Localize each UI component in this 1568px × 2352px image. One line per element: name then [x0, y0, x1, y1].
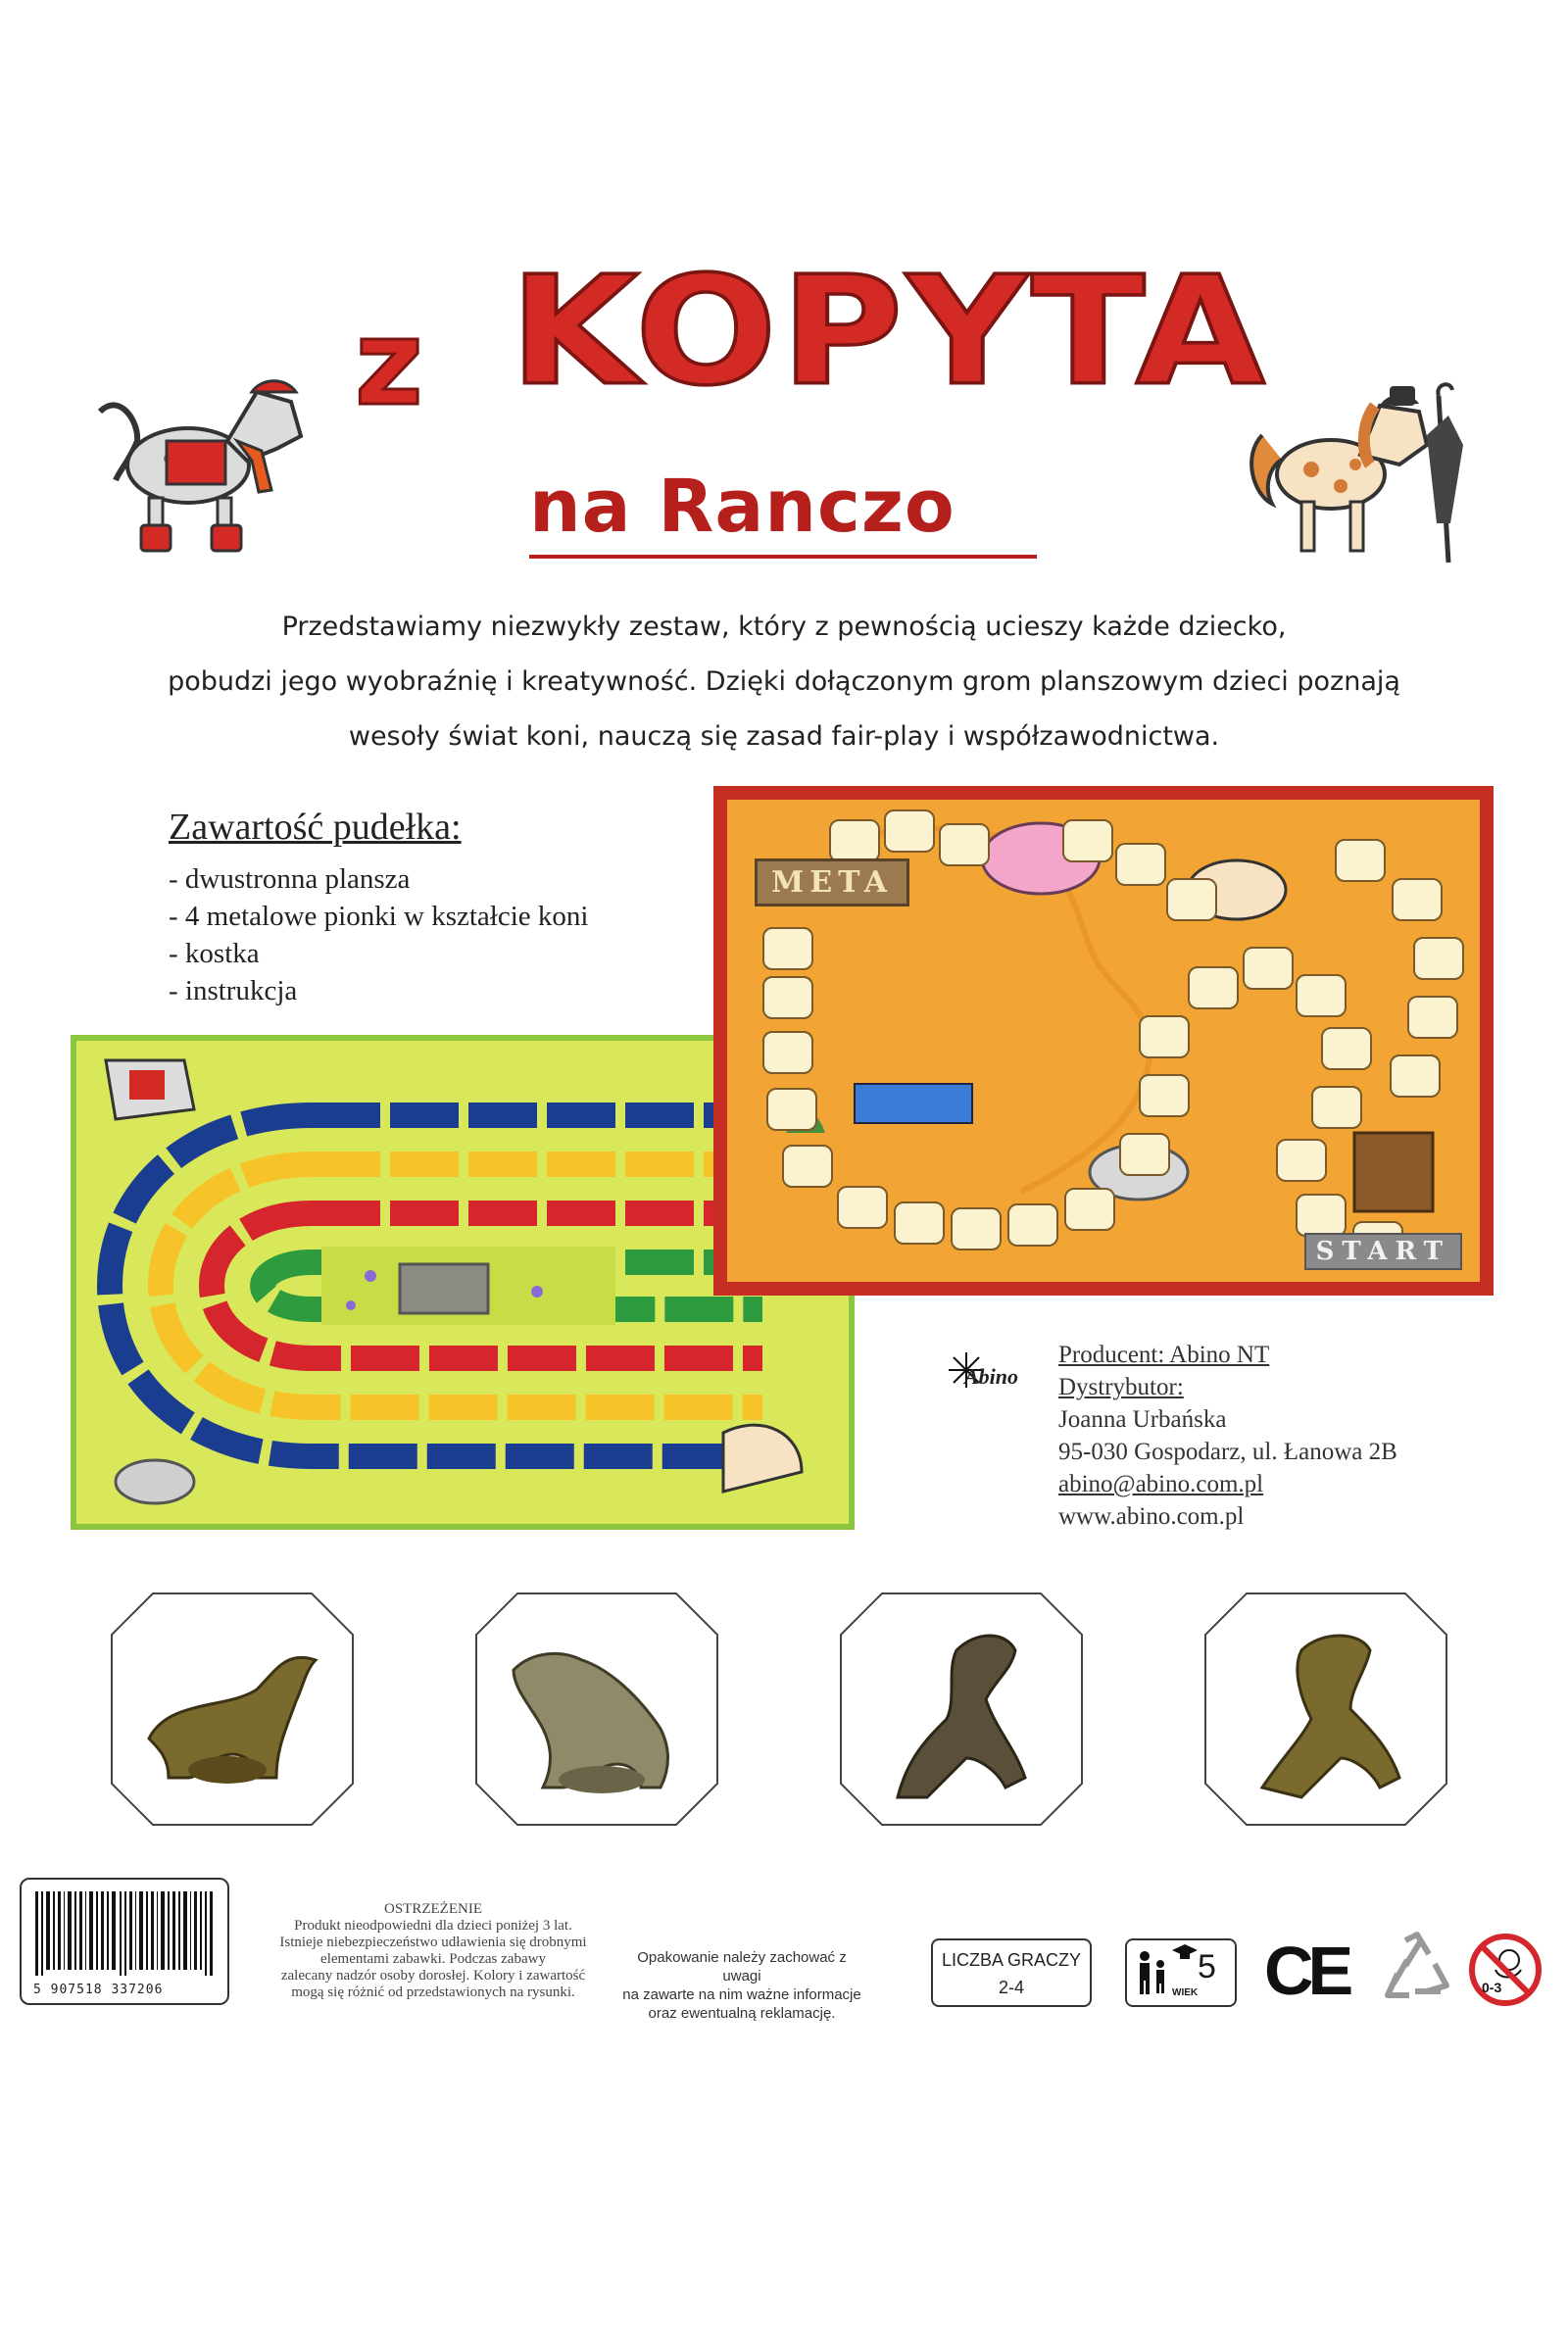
list-item: - kostka	[169, 938, 260, 969]
pony-umbrella-icon	[1243, 376, 1468, 572]
not-for-age-label: 0-3	[1482, 1980, 1502, 1995]
ce-mark: CE	[1264, 1933, 1348, 2009]
keep-line: Opakowanie należy zachować z uwagi	[637, 1949, 847, 1984]
warning-line: zalecany nadzór osoby dorosłej. Kolory i zawartość	[280, 1968, 586, 1984]
barcode	[20, 1878, 229, 2005]
warning-line: elementami zabawki. Podczas zabawy	[320, 1951, 546, 1967]
producer-line: Producent: Abino NT	[1058, 1342, 1270, 1368]
distributor-email-link[interactable]: abino@abino.com.pl	[1058, 1471, 1264, 1497]
list-item: - 4 metalowe pionki w kształcie koni	[169, 901, 589, 932]
graduation-cap-icon	[1172, 1944, 1198, 1960]
warning-line: mogą się różnić od przedstawionych na rysunki.	[291, 1984, 575, 2000]
recycle-icon	[1376, 1931, 1458, 2007]
distributor-name: Joanna Urbańska	[1058, 1406, 1227, 1433]
pawn-frame-1	[110, 1592, 355, 1827]
list-item: - instrukcja	[169, 975, 298, 1006]
abino-logo: Abino	[964, 1364, 1019, 1389]
keep-line: oraz ewentualną reklamację.	[648, 2005, 836, 2022]
keep-line: na zawarte na nim ważne informacje	[622, 1986, 861, 2003]
warning-line: Istnieje niebezpieczeństwo udławienia się drobnymi	[279, 1935, 587, 1950]
intro-line: wesoły świat koni, nauczą się zasad fair-play i współzawodnictwa.	[348, 721, 1220, 752]
no-under-3-icon	[1466, 1931, 1544, 2009]
players-value: 2-4	[998, 1978, 1024, 1997]
title-prefix: z	[355, 296, 425, 432]
intro-line: pobudzi jego wyobraźnię i kreatywność. Dzięki dołączonym grom planszowym dzieci poznają	[168, 666, 1400, 697]
ranch-board-field	[727, 800, 1480, 1282]
barcode-icon	[35, 1891, 218, 1976]
start-sign: START	[1304, 1233, 1462, 1270]
distributor-website-link[interactable]: www.abino.com.pl	[1058, 1503, 1245, 1530]
warning-line: Produkt nieodpowiedni dla dzieci poniżej 3 lat.	[294, 1918, 572, 1934]
distributor-address: 95-030 Gospodarz, ul. Łanowa 2B	[1058, 1439, 1397, 1465]
players-box	[931, 1938, 1092, 2007]
warning-title: OSTRZEŻENIE	[384, 1901, 482, 1917]
contents-title: Zawartość pudełka:	[169, 807, 462, 848]
horse-scarf-icon	[90, 372, 316, 559]
warning-text	[247, 1901, 619, 2001]
pawn-frame-3	[839, 1592, 1084, 1827]
list-item: - dwustronna plansza	[169, 863, 411, 895]
keep-packaging-note	[619, 1948, 864, 2023]
title-subtitle: na Ranczo	[529, 465, 956, 549]
title-main: KOPYTA	[510, 244, 1269, 419]
producer-info	[1058, 1339, 1397, 1533]
intro-text	[127, 600, 1441, 764]
pawn-frame-4	[1203, 1592, 1448, 1827]
barcode-digits: 5 907518 337206	[33, 1983, 164, 1997]
meta-sign: META	[755, 858, 909, 906]
ranch-board-image	[713, 786, 1494, 1296]
title-underline	[529, 555, 1037, 559]
age-label: WIEK	[1172, 1987, 1199, 1998]
distributor-label: Dystrybutor:	[1058, 1374, 1184, 1400]
child-figure-icon	[1135, 1950, 1170, 1997]
intro-line: Przedstawiamy niezwykły zestaw, który z pewnością ucieszy każde dziecko,	[281, 612, 1287, 642]
players-label: LICZBA GRACZY	[941, 1950, 1082, 1970]
pawn-frame-2	[474, 1592, 719, 1827]
contents-list	[169, 860, 588, 1009]
age-value: 5	[1198, 1948, 1216, 1985]
